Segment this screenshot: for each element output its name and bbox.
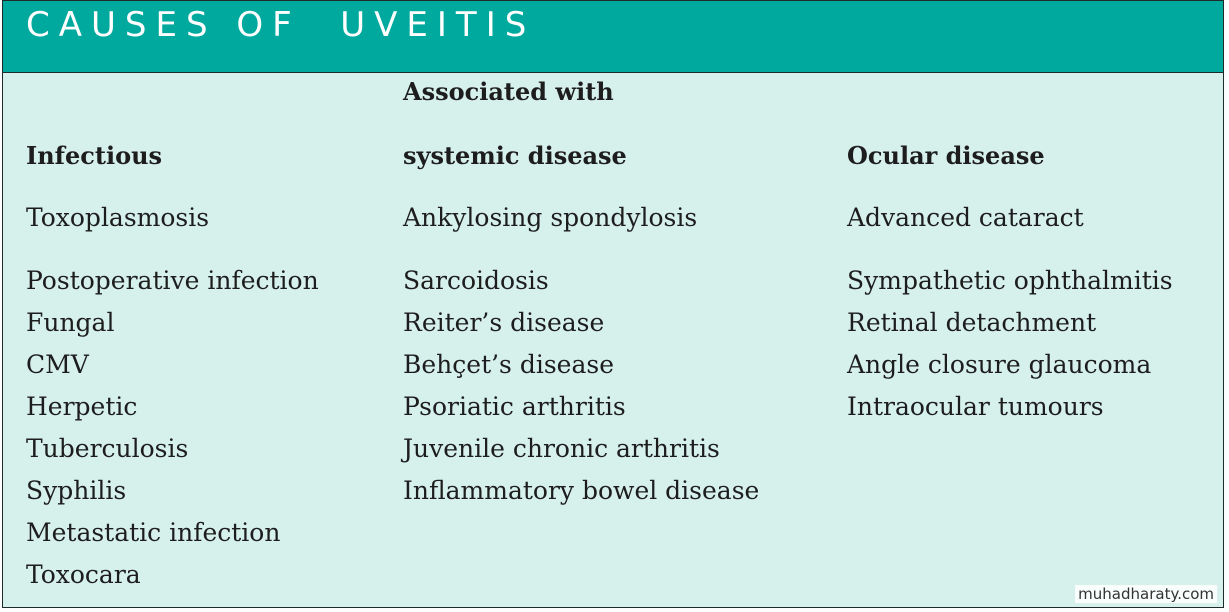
- list-item: Juvenile chronic arthritis: [403, 434, 720, 463]
- column-heading: Infectious: [26, 141, 163, 170]
- watermark: muhadharaty.com: [1075, 585, 1217, 603]
- column-heading-line-2: systemic disease: [403, 141, 627, 170]
- list-item: Psoriatic arthritis: [403, 392, 626, 421]
- column-heading: Ocular disease: [847, 141, 1045, 170]
- slide-title: CAUSES OF UVEITIS: [26, 5, 536, 45]
- column-heading-line-1: Associated with: [403, 77, 614, 106]
- list-item: Retinal detachment: [847, 308, 1097, 337]
- list-item: Reiter’s disease: [403, 308, 605, 337]
- list-item: Syphilis: [26, 476, 127, 505]
- list-item: Behçet’s disease: [403, 350, 614, 379]
- title-bar: [3, 1, 1223, 73]
- slide: [2, 0, 1224, 608]
- list-item: Tuberculosis: [26, 434, 189, 463]
- list-item: CMV: [26, 350, 89, 379]
- list-item: Angle closure glaucoma: [847, 350, 1152, 379]
- list-item: Advanced cataract: [847, 203, 1084, 232]
- list-item: Metastatic infection: [26, 518, 281, 547]
- list-item: Toxoplasmosis: [26, 203, 210, 232]
- list-item: Sympathetic ophthalmitis: [847, 266, 1173, 295]
- list-item: Herpetic: [26, 392, 138, 421]
- list-item: Ankylosing spondylosis: [403, 203, 698, 232]
- list-item: Postoperative infection: [26, 266, 319, 295]
- list-item: Fungal: [26, 308, 115, 337]
- list-item: Inflammatory bowel disease: [403, 476, 760, 505]
- list-item: Intraocular tumours: [847, 392, 1104, 421]
- list-item: Toxocara: [26, 560, 141, 589]
- list-item: Sarcoidosis: [403, 266, 549, 295]
